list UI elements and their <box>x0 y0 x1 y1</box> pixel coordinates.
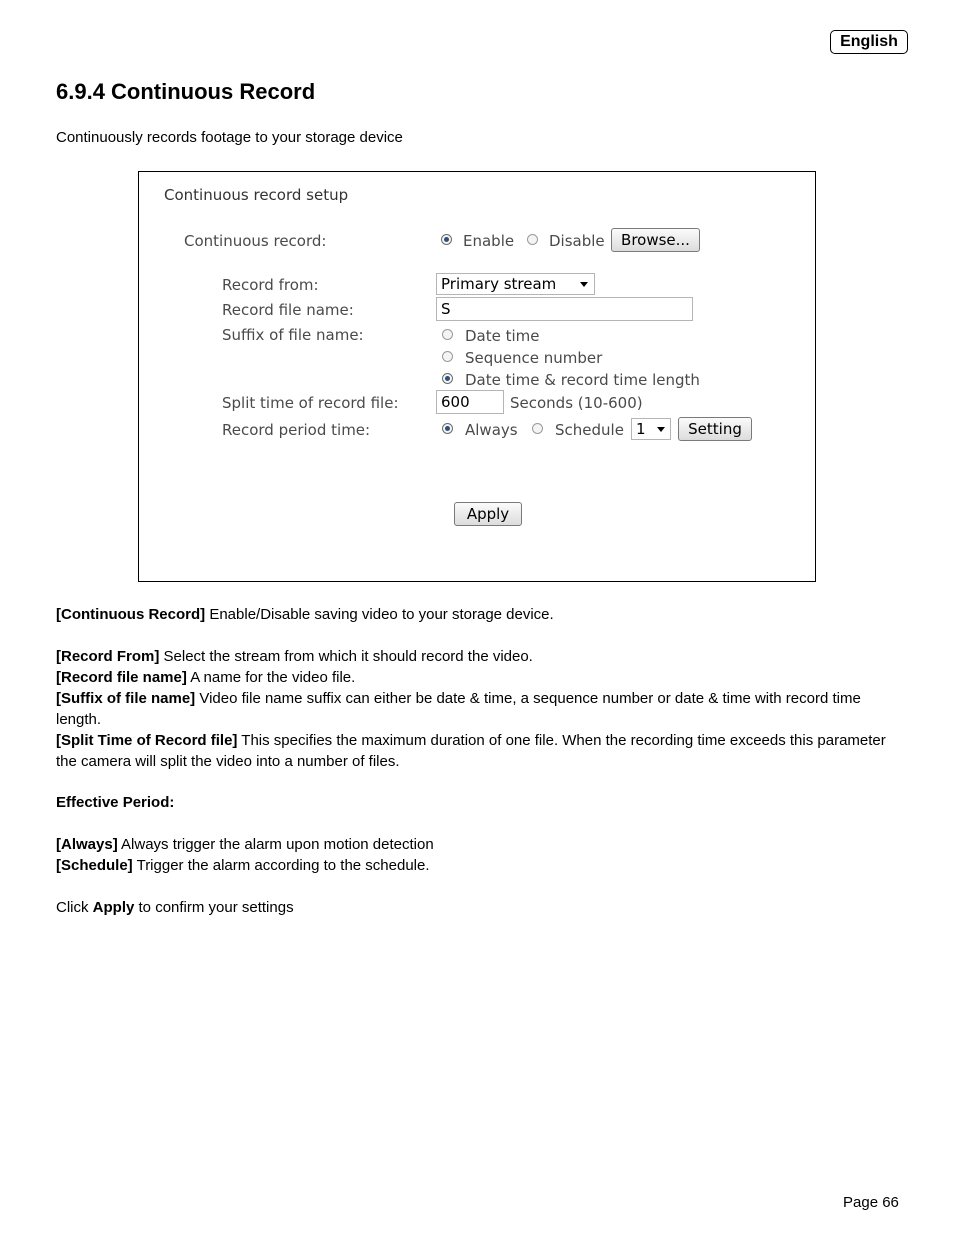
enable-radio[interactable] <box>441 234 452 245</box>
disable-label: Disable <box>549 232 605 250</box>
desc-always: [Always] Always trigger the alarm upon motion detection <box>56 836 434 853</box>
page-number: Page 66 <box>843 1194 899 1211</box>
enable-label: Enable <box>463 232 515 250</box>
setting-button[interactable]: Setting <box>678 417 752 441</box>
suffix-sequence-radio[interactable] <box>442 351 453 362</box>
schedule-value: 1 <box>636 420 646 438</box>
split-time-label: Split time of record file: <box>222 394 399 412</box>
language-badge: English <box>830 30 908 54</box>
suffix-option-date-time: Date time <box>465 327 540 345</box>
record-from-label: Record from: <box>222 276 319 294</box>
record-file-name-label: Record file name: <box>222 301 354 319</box>
record-period-label: Record period time: <box>222 421 371 439</box>
panel-title: Continuous record setup <box>164 186 349 204</box>
record-file-name-input[interactable] <box>436 297 693 321</box>
suffix-date-time-radio[interactable] <box>442 329 453 340</box>
schedule-chevron-icon <box>657 427 665 432</box>
browse-button[interactable]: Browse... <box>611 228 700 252</box>
record-from-value: Primary stream <box>441 275 557 293</box>
suffix-date-time-length-radio[interactable] <box>442 373 453 384</box>
desc-continuous-record: [Continuous Record] Enable/Disable saving video to your storage device. <box>56 606 554 623</box>
chevron-down-icon <box>580 282 588 287</box>
apply-button[interactable]: Apply <box>454 502 522 526</box>
always-radio[interactable] <box>442 423 453 434</box>
effective-period-heading: Effective Period: <box>56 794 175 811</box>
section-title: 6.9.4 Continuous Record <box>56 79 316 104</box>
always-label: Always <box>465 421 518 439</box>
suffix-option-sequence: Sequence number <box>465 349 603 367</box>
desc-schedule: [Schedule] Trigger the alarm according to the schedule. <box>56 857 430 874</box>
suffix-label: Suffix of file name: <box>222 326 364 344</box>
suffix-option-date-time-length: Date time & record time length <box>465 371 700 389</box>
closing-instruction: Click Apply to confirm your settings <box>56 899 294 916</box>
continuous-record-screenshot <box>138 171 816 582</box>
split-time-input[interactable] <box>436 390 504 414</box>
disable-radio[interactable] <box>527 234 538 245</box>
continuous-record-label: Continuous record: <box>184 232 327 250</box>
record-from-select[interactable] <box>436 273 595 295</box>
split-time-unit: Seconds (10-600) <box>510 394 643 412</box>
desc-split-time: [Split Time of Record file] This specifies the maximum duration of one file. When the recording time exceeds this parameter the camera will split the video into a number of files. <box>56 732 886 770</box>
desc-suffix: [Suffix of file name] Video file name suffix can either be date & time, a sequence number or date & time with record time length. <box>56 690 861 728</box>
desc-record-from: [Record From] Select the stream from which it should record the video. <box>56 648 533 665</box>
split-time-value: 600 <box>441 393 470 411</box>
schedule-radio[interactable] <box>532 423 543 434</box>
schedule-select[interactable] <box>631 418 671 440</box>
section-intro: Continuously records footage to your storage device <box>56 129 403 146</box>
schedule-label: Schedule <box>555 421 624 439</box>
desc-record-file-name: [Record file name] A name for the video file. <box>56 669 356 686</box>
record-file-name-value: S <box>441 300 451 318</box>
